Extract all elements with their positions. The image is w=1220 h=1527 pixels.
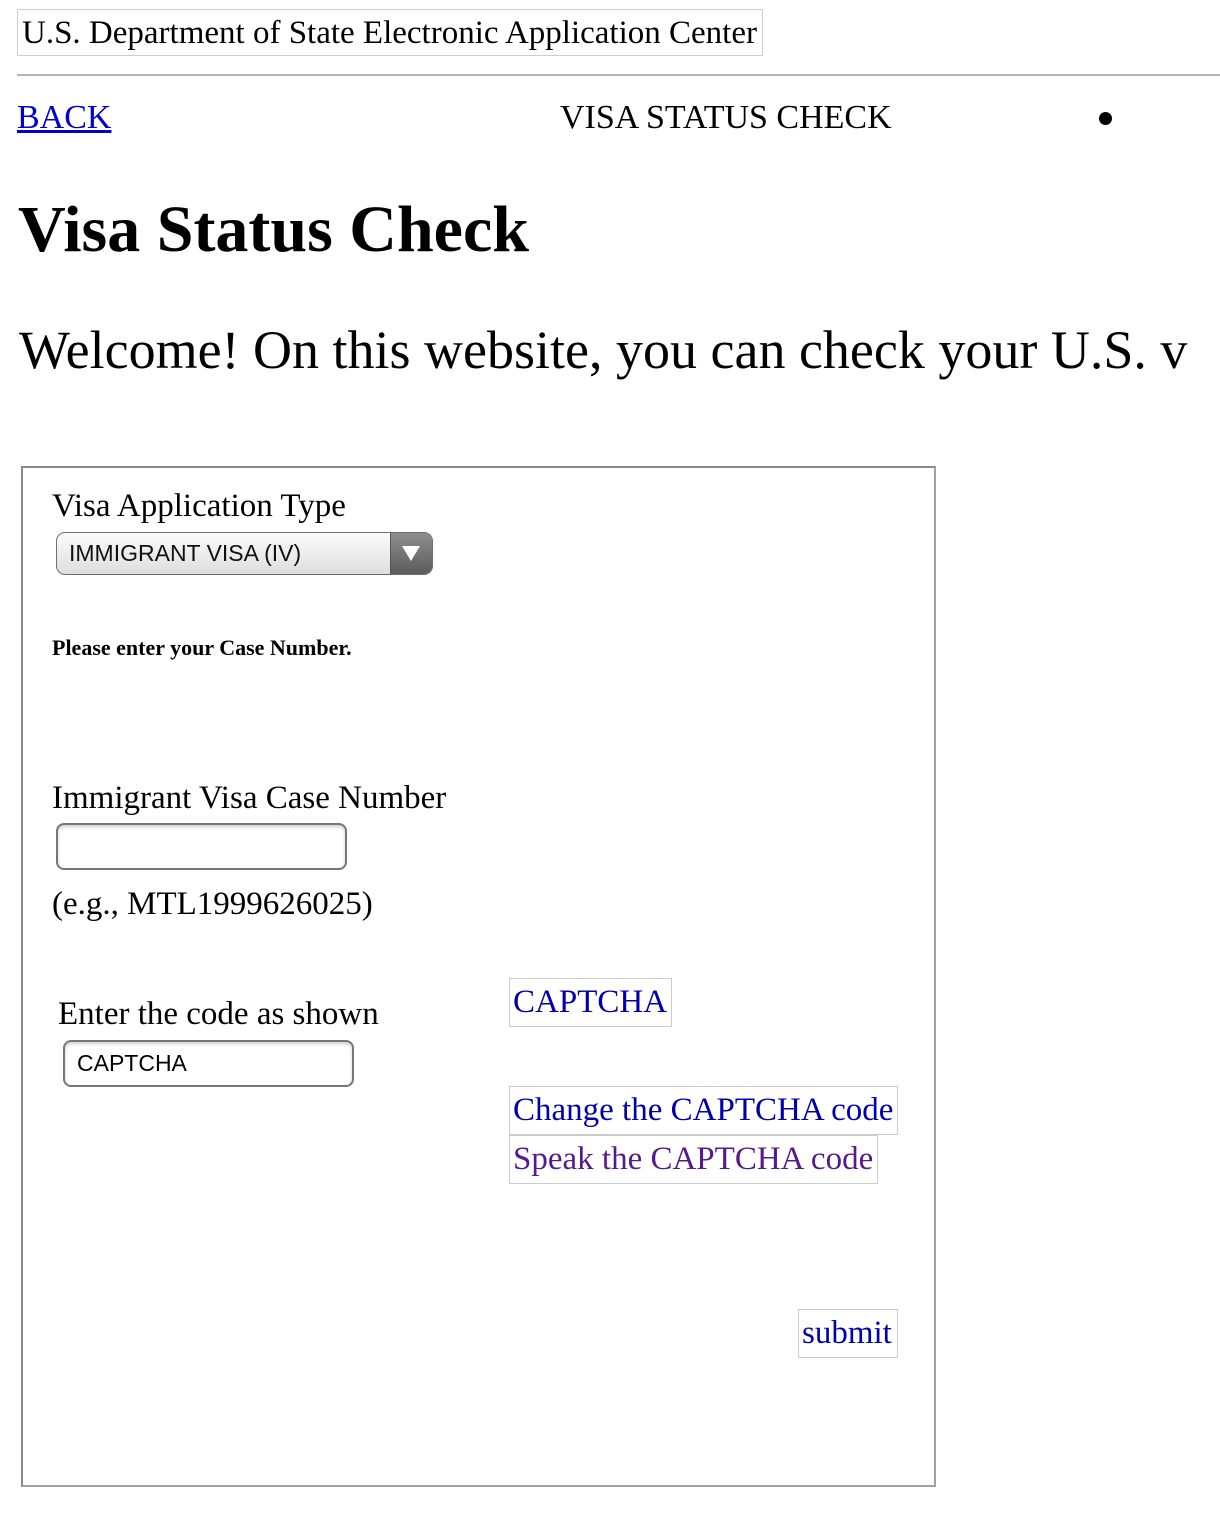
nav-title: VISA STATUS CHECK (560, 99, 892, 136)
case-number-label: Immigrant Visa Case Number (52, 780, 447, 816)
application-type-selected-value: IMMIGRANT VISA (IV) (69, 540, 302, 566)
chevron-down-icon[interactable] (390, 533, 432, 574)
application-type-select[interactable] (56, 532, 433, 575)
captcha-code-label: Enter the code as shown (58, 996, 379, 1032)
case-number-prompt: Please enter your Case Number. (52, 635, 352, 660)
header-divider (17, 74, 1220, 76)
bullet-icon (1099, 112, 1112, 125)
captcha-image[interactable]: CAPTCHA (509, 978, 672, 1027)
page-title: Visa Status Check (18, 193, 529, 266)
case-number-input[interactable] (56, 823, 347, 870)
site-title: U.S. Department of State Electronic Application Center (17, 9, 763, 56)
captcha-code-input[interactable] (63, 1040, 354, 1087)
back-link[interactable]: BACK (17, 99, 112, 136)
visa-status-form (21, 466, 936, 1487)
change-captcha-button[interactable]: Change the CAPTCHA code (509, 1086, 898, 1135)
submit-button[interactable]: submit (798, 1309, 898, 1358)
case-number-example: (e.g., MTL1999626025) (52, 886, 373, 922)
welcome-text: Welcome! On this website, you can check your U.S. v (19, 320, 1188, 380)
speak-captcha-button[interactable]: Speak the CAPTCHA code (509, 1135, 878, 1184)
application-type-label: Visa Application Type (52, 488, 346, 524)
